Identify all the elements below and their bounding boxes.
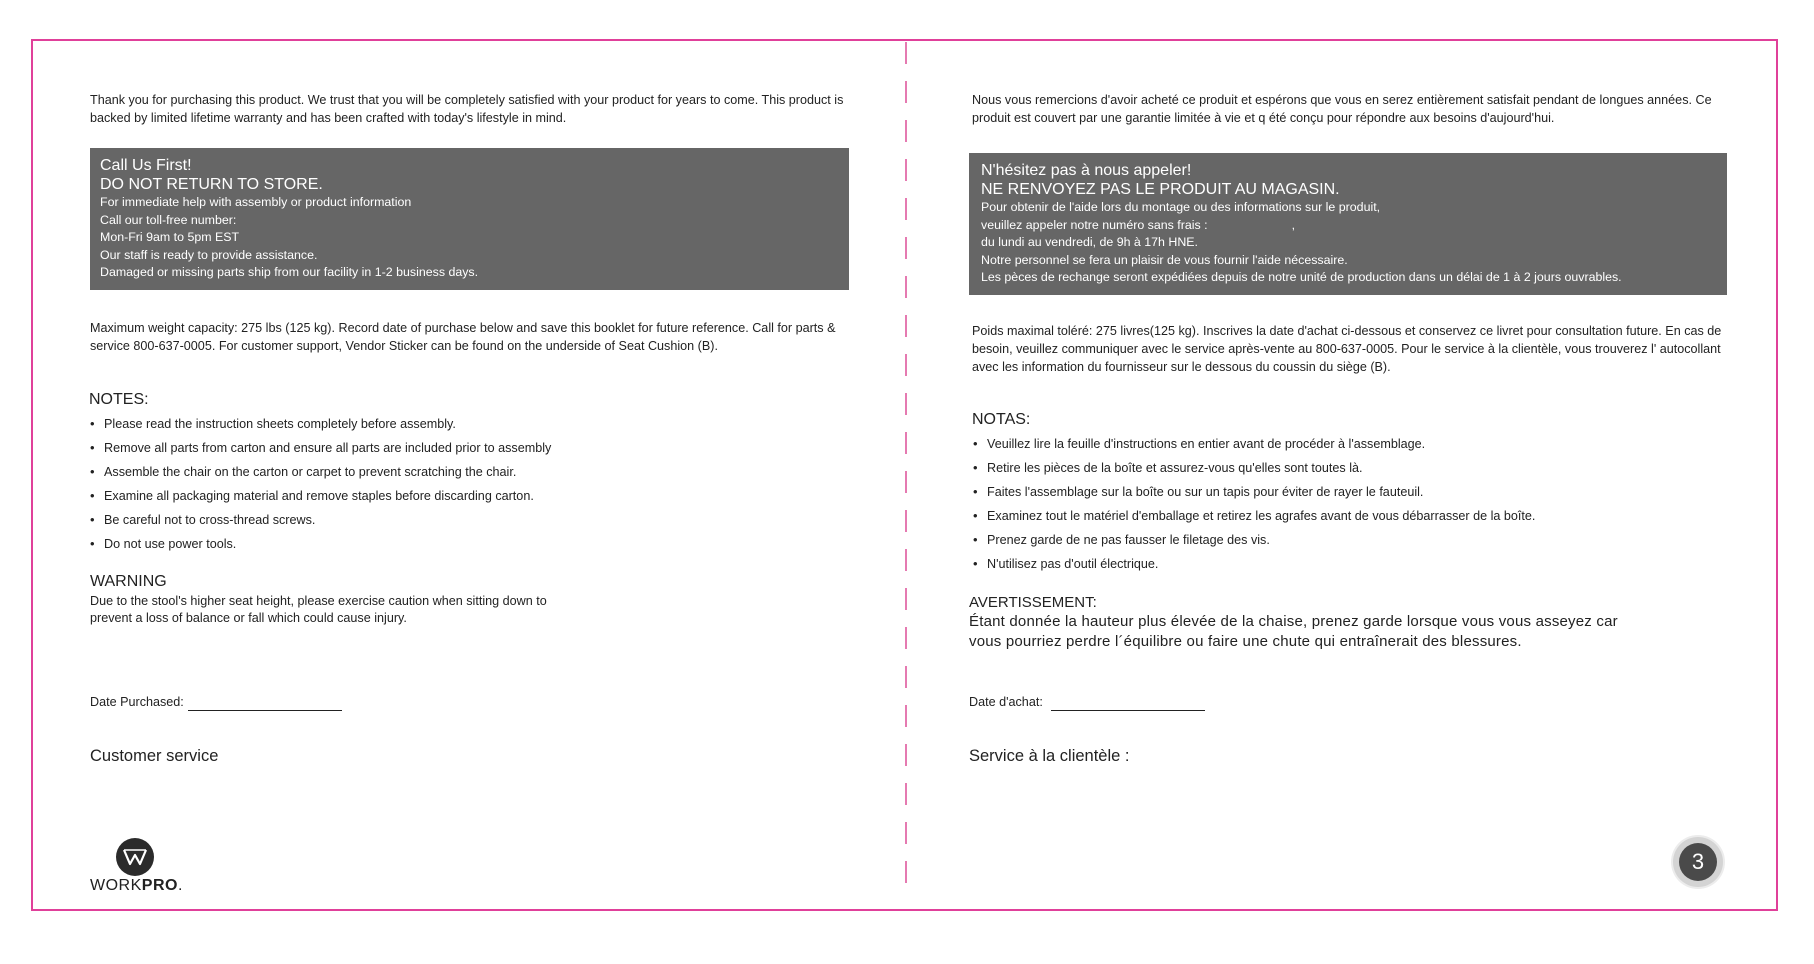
list-item: • Veuillez lire la feuille d'instructions en entier avant de procéder à l'assemblage.	[971, 432, 1711, 456]
notes-heading-fr: NOTAS:	[972, 411, 1031, 428]
callbox-parts-line: Damaged or missing parts ship from our facility in 1-2 business days.	[100, 265, 479, 280]
workpro-logo-text	[90, 877, 183, 895]
date-achat-label: Date d'achat:	[969, 695, 1043, 709]
list-item: • N'utilisez pas d'outil électrique.	[971, 552, 1711, 576]
customer-service-label: Customer service	[90, 747, 219, 765]
list-item: • Examine all packaging material and remove staples before discarding carton.	[88, 484, 788, 508]
do-not-return-heading-fr: NE RENVOYEZ PAS LE PRODUIT AU MAGASIN.	[981, 181, 1340, 198]
do-not-return-heading: DO NOT RETURN TO STORE.	[100, 176, 323, 193]
page-number: 3	[1679, 843, 1717, 881]
warning-heading: WARNING	[90, 573, 167, 590]
callbox-hours-line: Mon-Fri 9am to 5pm EST	[100, 230, 240, 245]
list-item: • Be careful not to cross-thread screws.	[88, 508, 788, 532]
notes-heading: NOTES:	[89, 391, 149, 408]
callbox-tollfree-text-fr: veuillez appeler notre numéro sans frais :	[981, 217, 1208, 232]
notes-list-fr	[971, 432, 1711, 576]
weight-capacity-paragraph: Maximum weight capacity: 275 lbs (125 kg). Record date of purchase below and save this booklet for future reference. Call for parts & service 800-637-0005. For customer support, Vendor Sticker can be found on the underside of Seat Cushion (B).	[90, 321, 836, 353]
list-item: • Do not use power tools.	[88, 532, 788, 556]
notes-list	[88, 412, 788, 556]
callbox-tollfree-line: Call our toll-free number:	[100, 212, 237, 227]
service-clientele-label: Service à la clientèle :	[969, 747, 1130, 765]
call-us-first-box-fr	[969, 153, 1727, 295]
date-achat-row	[969, 693, 1205, 711]
center-fold-divider	[905, 42, 907, 892]
list-item: • Remove all parts from carton and ensure all parts are included prior to assembly	[88, 436, 788, 460]
callbox-help-line: For immediate help with assembly or product information	[100, 195, 412, 209]
list-item: • Prenez garde de ne pas fausser le filetage des vis.	[971, 528, 1711, 552]
workpro-w-logo-icon	[116, 838, 154, 876]
callbox-tollfree-line-fr	[981, 217, 1715, 235]
list-item: • Assemble the chair on the carton or carpet to prevent scratching the chair.	[88, 460, 788, 484]
warning-text-fr	[969, 612, 1669, 652]
warning-heading-fr: AVERTISSEMENT:	[969, 594, 1097, 611]
callbox-tollfree-comma-fr: ,	[1291, 217, 1296, 232]
call-us-first-heading: Call Us First!	[100, 157, 192, 174]
warning-line: prevent a loss of balance or fall which could cause injury.	[90, 610, 407, 625]
callbox-staff-line: Our staff is ready to provide assistance.	[100, 247, 318, 262]
list-item: • Retire les pièces de la boîte et assurez-vous qu'elles sont toutes là.	[971, 456, 1711, 480]
warning-line: vous pourriez perdre l´équilibre ou faire une chute qui entraînerait des blessures.	[969, 633, 1522, 650]
list-item: • Please read the instruction sheets completely before assembly.	[88, 412, 788, 436]
date-achat-field[interactable]	[1051, 696, 1205, 711]
brand-name-bold: PRO	[141, 877, 178, 894]
date-purchased-field[interactable]	[188, 696, 342, 711]
callbox-parts-line-fr: Les pèces de rechange seront expédiées depuis de notre unité de production dans un délai de 1 à 2 jours ouvrables.	[981, 270, 1622, 285]
list-item: • Faites l'assemblage sur la boîte ou sur un tapis pour éviter de rayer le fauteuil.	[971, 480, 1711, 504]
date-purchased-label: Date Purchased:	[90, 695, 184, 709]
callbox-hours-line-fr: du lundi au vendredi, de 9h à 17h HNE.	[981, 235, 1198, 250]
brand-dot: .	[177, 877, 183, 894]
call-us-first-heading-fr: N'hésitez pas à nous appeler!	[981, 162, 1192, 179]
callbox-help-line-fr: Pour obtenir de l'aide lors du montage ou des informations sur le produit,	[981, 200, 1381, 214]
warning-text	[90, 593, 690, 626]
weight-capacity-paragraph-fr: Poids maximal toléré: 275 livres(125 kg). Inscrives la date d'achat ci-dessous et conservez ce livret pour consultation future. En cas de besoin, veuillez communiquer avec le service après-vente au 800-637-0005. Pour le service à la clientèle, vous trouverez l' autocollant avec les information du fournisseur sur le dessous du coussin du siège (B).	[972, 324, 1722, 374]
intro-paragraph-fr: Nous vous remercions d'avoir acheté ce produit et espérons que vous en serez entièrement satisfait pendant de longues années. Ce produit est couvert par une garantie limitée à vie et q été conçu pour répondre aux besoins d'aujourd'hui.	[972, 93, 1712, 125]
intro-paragraph: Thank you for purchasing this product. We trust that you will be completely satisfied with your product for years to come. This product is backed by limited lifetime warranty and has been crafted with today's lifestyle in mind.	[90, 93, 844, 125]
warning-line: Due to the stool's higher seat height, please exercise caution when sitting down to	[90, 594, 547, 608]
list-item: • Examinez tout le matériel d'emballage et retirez les agrafes avant de vous débarrasser de la boîte.	[971, 504, 1711, 528]
call-us-first-box	[90, 148, 849, 290]
warning-line: Étant donnée la hauteur plus élevée de la chaise, prenez garde lorsque vous vous asseyez car	[969, 613, 1618, 630]
brand-name-light: WORK	[90, 877, 142, 894]
page-number-badge	[1673, 837, 1723, 887]
callbox-staff-line-fr: Notre personnel se fera un plaisir de vous fournir l'aide nécessaire.	[981, 252, 1348, 267]
date-purchased-row	[90, 693, 342, 711]
